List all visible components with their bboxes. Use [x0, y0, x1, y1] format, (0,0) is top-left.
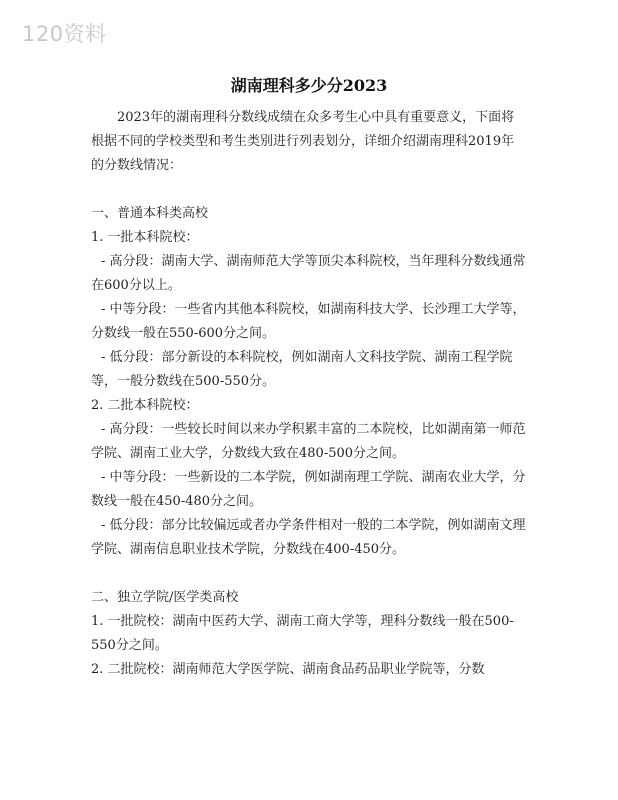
- page-title: 湖南理科多少分2023: [230, 76, 388, 95]
- batch1-heading: 1. 一批本科院校：: [91, 230, 199, 245]
- spacer: [91, 178, 527, 202]
- section2-heading: 二、独立学院/医学类高校: [91, 590, 239, 605]
- spacer: [91, 562, 527, 586]
- watermark: 120资料: [22, 22, 107, 46]
- section2-item1: 1. 一批院校：湖南中医药大学、湖南工商大学等，理科分数线一般在500-550分之间。: [91, 614, 514, 653]
- batch2-low-tier: - 低分段：部分比较偏远或者办学条件相对一般的二本学院，例如湖南文理学院、湖南信息职业技术学院，分数线在400-450分。: [91, 518, 526, 557]
- intro-paragraph: 2023年的湖南理科分数线成绩在众多考生心中具有重要意义，下面将根据不同的学校类型和考生类别进行列表划分，详细介绍湖南理科2019年的分数线情况：: [91, 110, 515, 173]
- batch1-high-tier: - 高分段：湖南大学、湖南师范大学等顶尖本科院校，当年理科分数线通常在600分以上。: [91, 254, 526, 293]
- section1-heading: 一、普通本科类高校: [91, 206, 209, 221]
- document-body: [91, 106, 527, 682]
- section2-item2: 2. 二批院校：湖南师范大学医学院、湖南食品药品职业学院等，分数: [91, 662, 485, 677]
- batch2-high-tier: - 高分段：一些较长时间以来办学积累丰富的二本院校，比如湖南第一师范学院、湖南工业大学，分数线大致在480-500分之间。: [91, 422, 526, 461]
- batch2-heading: 2. 二批本科院校：: [91, 398, 199, 413]
- batch2-mid-tier: - 中等分段：一些新设的二本学院，例如湖南理工学院、湖南农业大学，分数线一般在450-480分之间。: [91, 470, 526, 509]
- batch1-low-tier: - 低分段：部分新设的本科院校，例如湖南人文科技学院、湖南工程学院等，一般分数线在500-550分。: [91, 350, 513, 389]
- batch1-mid-tier: - 中等分段：一些省内其他本科院校，如湖南科技大学、长沙理工大学等，分数线一般在550-600分之间。: [91, 302, 526, 341]
